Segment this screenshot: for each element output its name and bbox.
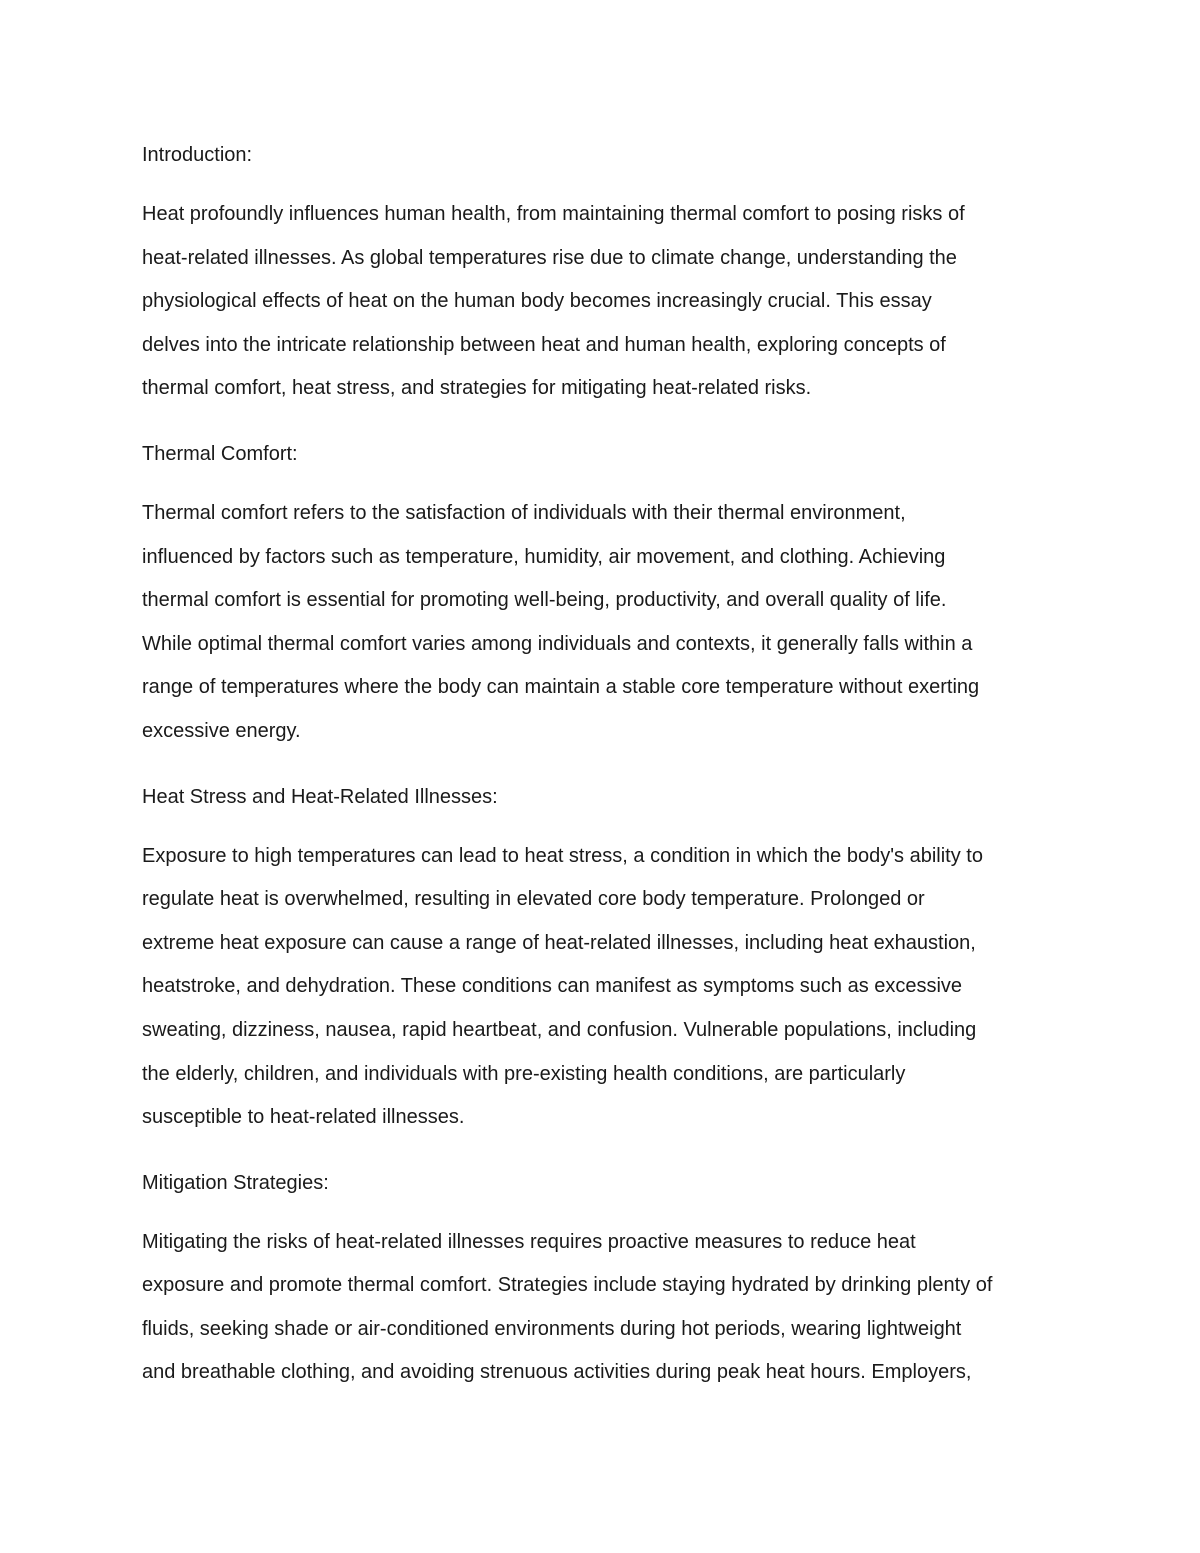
section-heading-introduction: Introduction:	[142, 144, 253, 166]
document-content	[142, 136, 1062, 1419]
section-heading-heat-stress: Heat Stress and Heat-Related Illnesses:	[142, 785, 498, 808]
section-body-thermal-comfort: Thermal comfort refers to the satisfaction of individuals with their thermal environment, influenced by factors such as temperature, humidity, air movement, and clothing. Achieving thermal comfort is essential for promoting well-being, productivity, and overall quality of life. While optimal thermal comfort varies among individuals and contexts, it generally falls within a range of temperatures where the body can maintain a stable core temperature without exerting excessive energy.	[142, 501, 980, 742]
section-body-introduction: Heat profoundly influences human health, from maintaining thermal comfort to posing risks of heat-related illnesses. As global temperatures rise due to climate change, understanding the physiological effects of heat on the human body becomes increasingly crucial. This essay delves into the intricate relationship between heat and human health, exploring concepts of thermal comfort, heat stress, and strategies for mitigating heat-related risks.	[142, 203, 965, 400]
section-heading-thermal-comfort: Thermal Comfort:	[142, 442, 298, 465]
section-body-heat-stress: Exposure to high temperatures can lead to heat stress, a condition in which the body's ability to regulate heat is overwhelmed, resulting in elevated core body temperature. Prolonged or extreme heat exposure can cause a range of heat-related illnesses, including heat exhaustion, heatstroke, and dehydration. These conditions can manifest as symptoms such as excessive sweating, dizziness, nausea, rapid heartbeat, and confusion. Vulnerable populations, including the elderly, children, and individuals with pre-existing health conditions, are particularly susceptible to heat-related illnesses.	[142, 844, 983, 1129]
section-heading-mitigation: Mitigation Strategies:	[142, 1171, 329, 1194]
section-body-mitigation: Mitigating the risks of heat-related illnesses requires proactive measures to reduce heat exposure and promote thermal comfort. Strategies include staying hydrated by drinking plenty of fluids, seeking shade or air-conditioned environments during hot periods, wearing lightweight and breathable clothing, and avoiding strenuous activities during peak heat hours. Employers,	[142, 1230, 993, 1384]
